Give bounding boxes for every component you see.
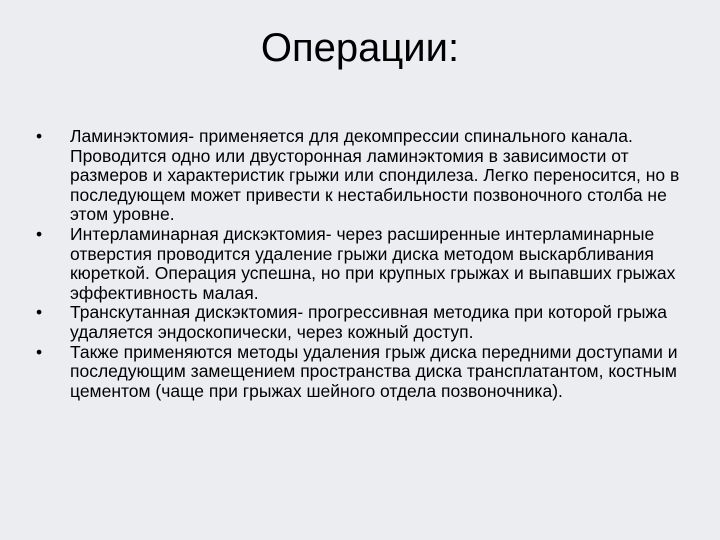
slide-title: Операции:	[260, 26, 460, 70]
bullet-icon: •	[36, 302, 43, 323]
bullet-text: Транскутанная дискэктомия- прогрессивная методика при которой грыжа удаляется эндоскопически, через кожный доступ.	[70, 302, 667, 342]
bullet-icon: •	[36, 126, 43, 146]
bullet-icon: •	[36, 223, 43, 244]
bullet-item-transcutaneous-discectomy	[36, 303, 696, 342]
bullet-item-interlaminar-discectomy	[36, 225, 696, 303]
bullet-text: Ламинэктомия- применяется для декомпрессии спинального канала. Проводится одно или двусторонная ламинэктомия в зависимости от размеров и характеристик грыжи или спондилеза. Легко переносится, но в последующем может привести к нестабильности позвоночного столба не этом уровне.	[70, 126, 680, 225]
bullet-icon: •	[36, 341, 43, 362]
bullet-text: Интерламинарная дискэктомия- через расширенные интерламинарные отверстия проводится удаление грыжи диска методом выскарбливания кюреткой. Операция успешна, но при крупных грыжах и выпавших грыжах эффективность малая.	[70, 223, 676, 303]
bullet-item-laminectomy	[36, 127, 696, 225]
bullet-list	[36, 127, 696, 401]
bullet-text: Также применяются методы удаления грыж диска передними доступами и последующим замещением пространства диска трансплатантом, костным цементом (чаще при грыжах шейного отдела позвоночника).	[70, 341, 678, 401]
bullet-item-anterior-approaches	[36, 343, 696, 402]
